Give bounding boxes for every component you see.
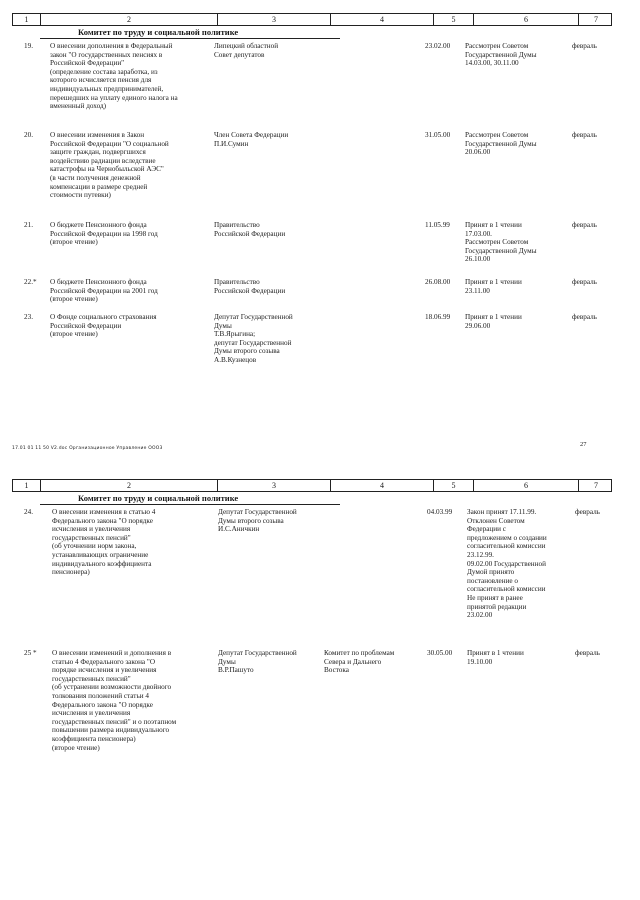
row-author: Депутат Государственной Думы второго созыва И.С.Аничкин	[218, 508, 297, 534]
row-number: 19.	[24, 42, 33, 50]
row-title: О внесении изменения в статью 4 Федерального закона "О порядке исчисления и увеличения государственных пенсий" (об уточнении норм закона, устанавливающих ограничение индивидуального коэффициента пенсионера)	[52, 508, 156, 577]
row-title: О бюджете Пенсионного фонда Российской Федерации на 2001 год (второе чтение)	[50, 278, 158, 304]
row-date: 30.05.00	[427, 649, 453, 657]
row-committee: Комитет по проблемам Севера и Дальнего Востока	[324, 649, 395, 675]
row-date: 04.03.99	[427, 508, 453, 516]
table-header-page1	[12, 13, 612, 26]
row-month: февраль	[572, 221, 597, 229]
row-date: 23.02.00	[425, 42, 451, 50]
row-author: Липецкий областной Совет депутатов	[214, 42, 279, 59]
row-status: Принят в 1 чтении 23.11.00	[465, 278, 522, 295]
header-col-5: 5	[434, 14, 474, 25]
row-month: февраль	[572, 42, 597, 50]
row-title: О внесении изменения в Закон Российской Федерации "О социальной защите граждан, подвергшихся воздействию радиации вследствие катастрофы на Чернобыльской АЭС" (в части получения денежной компенсации в размере средней стоимости путевки)	[50, 131, 169, 200]
header-col-6: 6	[474, 480, 579, 491]
header-col-3: 3	[218, 480, 331, 491]
row-date: 31.05.00	[425, 131, 451, 139]
section-underline-page2	[40, 504, 340, 505]
header-col-2: 2	[41, 14, 218, 25]
row-date: 18.06.99	[425, 313, 451, 321]
row-number: 22.*	[24, 278, 37, 286]
header-col-5: 5	[434, 480, 474, 491]
row-author: Правительство Российской Федерации	[214, 221, 286, 238]
row-status: Рассмотрен Советом Государственной Думы 14.03.00, 30.11.00	[465, 42, 537, 68]
row-status: Принят в 1 чтении 17.03.00. Рассмотрен Советом Государственной Думы 26.10.00	[465, 221, 537, 264]
header-col-7: 7	[594, 481, 598, 490]
row-number: 25 *	[24, 649, 37, 657]
header-col-3: 3	[218, 14, 331, 25]
row-month: февраль	[572, 278, 597, 286]
row-date: 26.08.00	[425, 278, 451, 286]
header-col-4: 4	[331, 14, 434, 25]
row-number: 20.	[24, 131, 33, 139]
section-title-page1: Комитет по труду и социальной политике	[78, 27, 239, 37]
row-month: февраль	[572, 131, 597, 139]
row-number: 21.	[24, 221, 33, 229]
header-col-1: 1	[13, 480, 41, 491]
row-number: 23.	[24, 313, 33, 321]
row-status: Принят в 1 чтении 19.10.00	[467, 649, 524, 666]
header-col-2: 2	[41, 480, 218, 491]
footer-filename: 17.01 01 11 50 V2.doc Организационное Управление ООО3	[12, 446, 163, 451]
section-underline-page1	[40, 38, 340, 39]
row-date: 11.05.99	[425, 221, 450, 229]
row-status: Закон принят 17.11.99. Отклонен Советом Федерации с предложением о создании согласительной комиссии 23.12.99. 09.02.00 Государственной Думой принято постановление о согласительной комиссии Не принят в ранее принятой редакции 23.02.00	[467, 508, 547, 620]
row-status: Рассмотрен Советом Государственной Думы 20.06.00	[465, 131, 537, 157]
header-col-7: 7	[594, 15, 598, 24]
row-title: О внесении дополнения в Федеральный закон "О государственных пенсиях в Российской Федерации" (определение состава заработка, из которого исчисляется пенсия для индивидуальных предпринимателей, перешедших на уплату единого налога на вмененный доход)	[50, 42, 178, 111]
row-title: О внесении изменений и дополнения в статью 4 Федерального закона "О порядке исчисления и увеличения государственных пенсий" (об устранении возможности двойного толкования положений статьи 4 Федерального закона "О порядке исчисления и увеличения государственных пенсий" и о поэтапном повышении размера индивидуального коэффициента пенсионера) (второе чтение)	[52, 649, 177, 752]
row-author: Правительство Российской Федерации	[214, 278, 286, 295]
row-author: Член Совета Федерации П.И.Сумин	[214, 131, 289, 148]
header-col-6: 6	[474, 14, 579, 25]
row-author: Депутат Государственной Думы В.Р.Пашуто	[218, 649, 297, 675]
section-title-page2: Комитет по труду и социальной политике	[78, 493, 239, 503]
row-month: февраль	[575, 649, 600, 657]
header-col-4: 4	[331, 480, 434, 491]
row-title: О Фонде социального страхования Российской Федерации (второе чтение)	[50, 313, 157, 339]
table-header-page2	[12, 479, 612, 492]
row-number: 24.	[24, 508, 33, 516]
row-month: февраль	[572, 313, 597, 321]
row-month: февраль	[575, 508, 600, 516]
row-author: Депутат Государственной Думы Т.В.Ярыгина; депутат Государственной Думы второго созыва А.В.Кузнецов	[214, 313, 293, 364]
row-title: О бюджете Пенсионного фонда Российской Федерации на 1998 год (второе чтение)	[50, 221, 158, 247]
row-status: Принят в 1 чтении 29.06.00	[465, 313, 522, 330]
page-number: 27	[580, 441, 587, 448]
header-col-1: 1	[13, 14, 41, 25]
